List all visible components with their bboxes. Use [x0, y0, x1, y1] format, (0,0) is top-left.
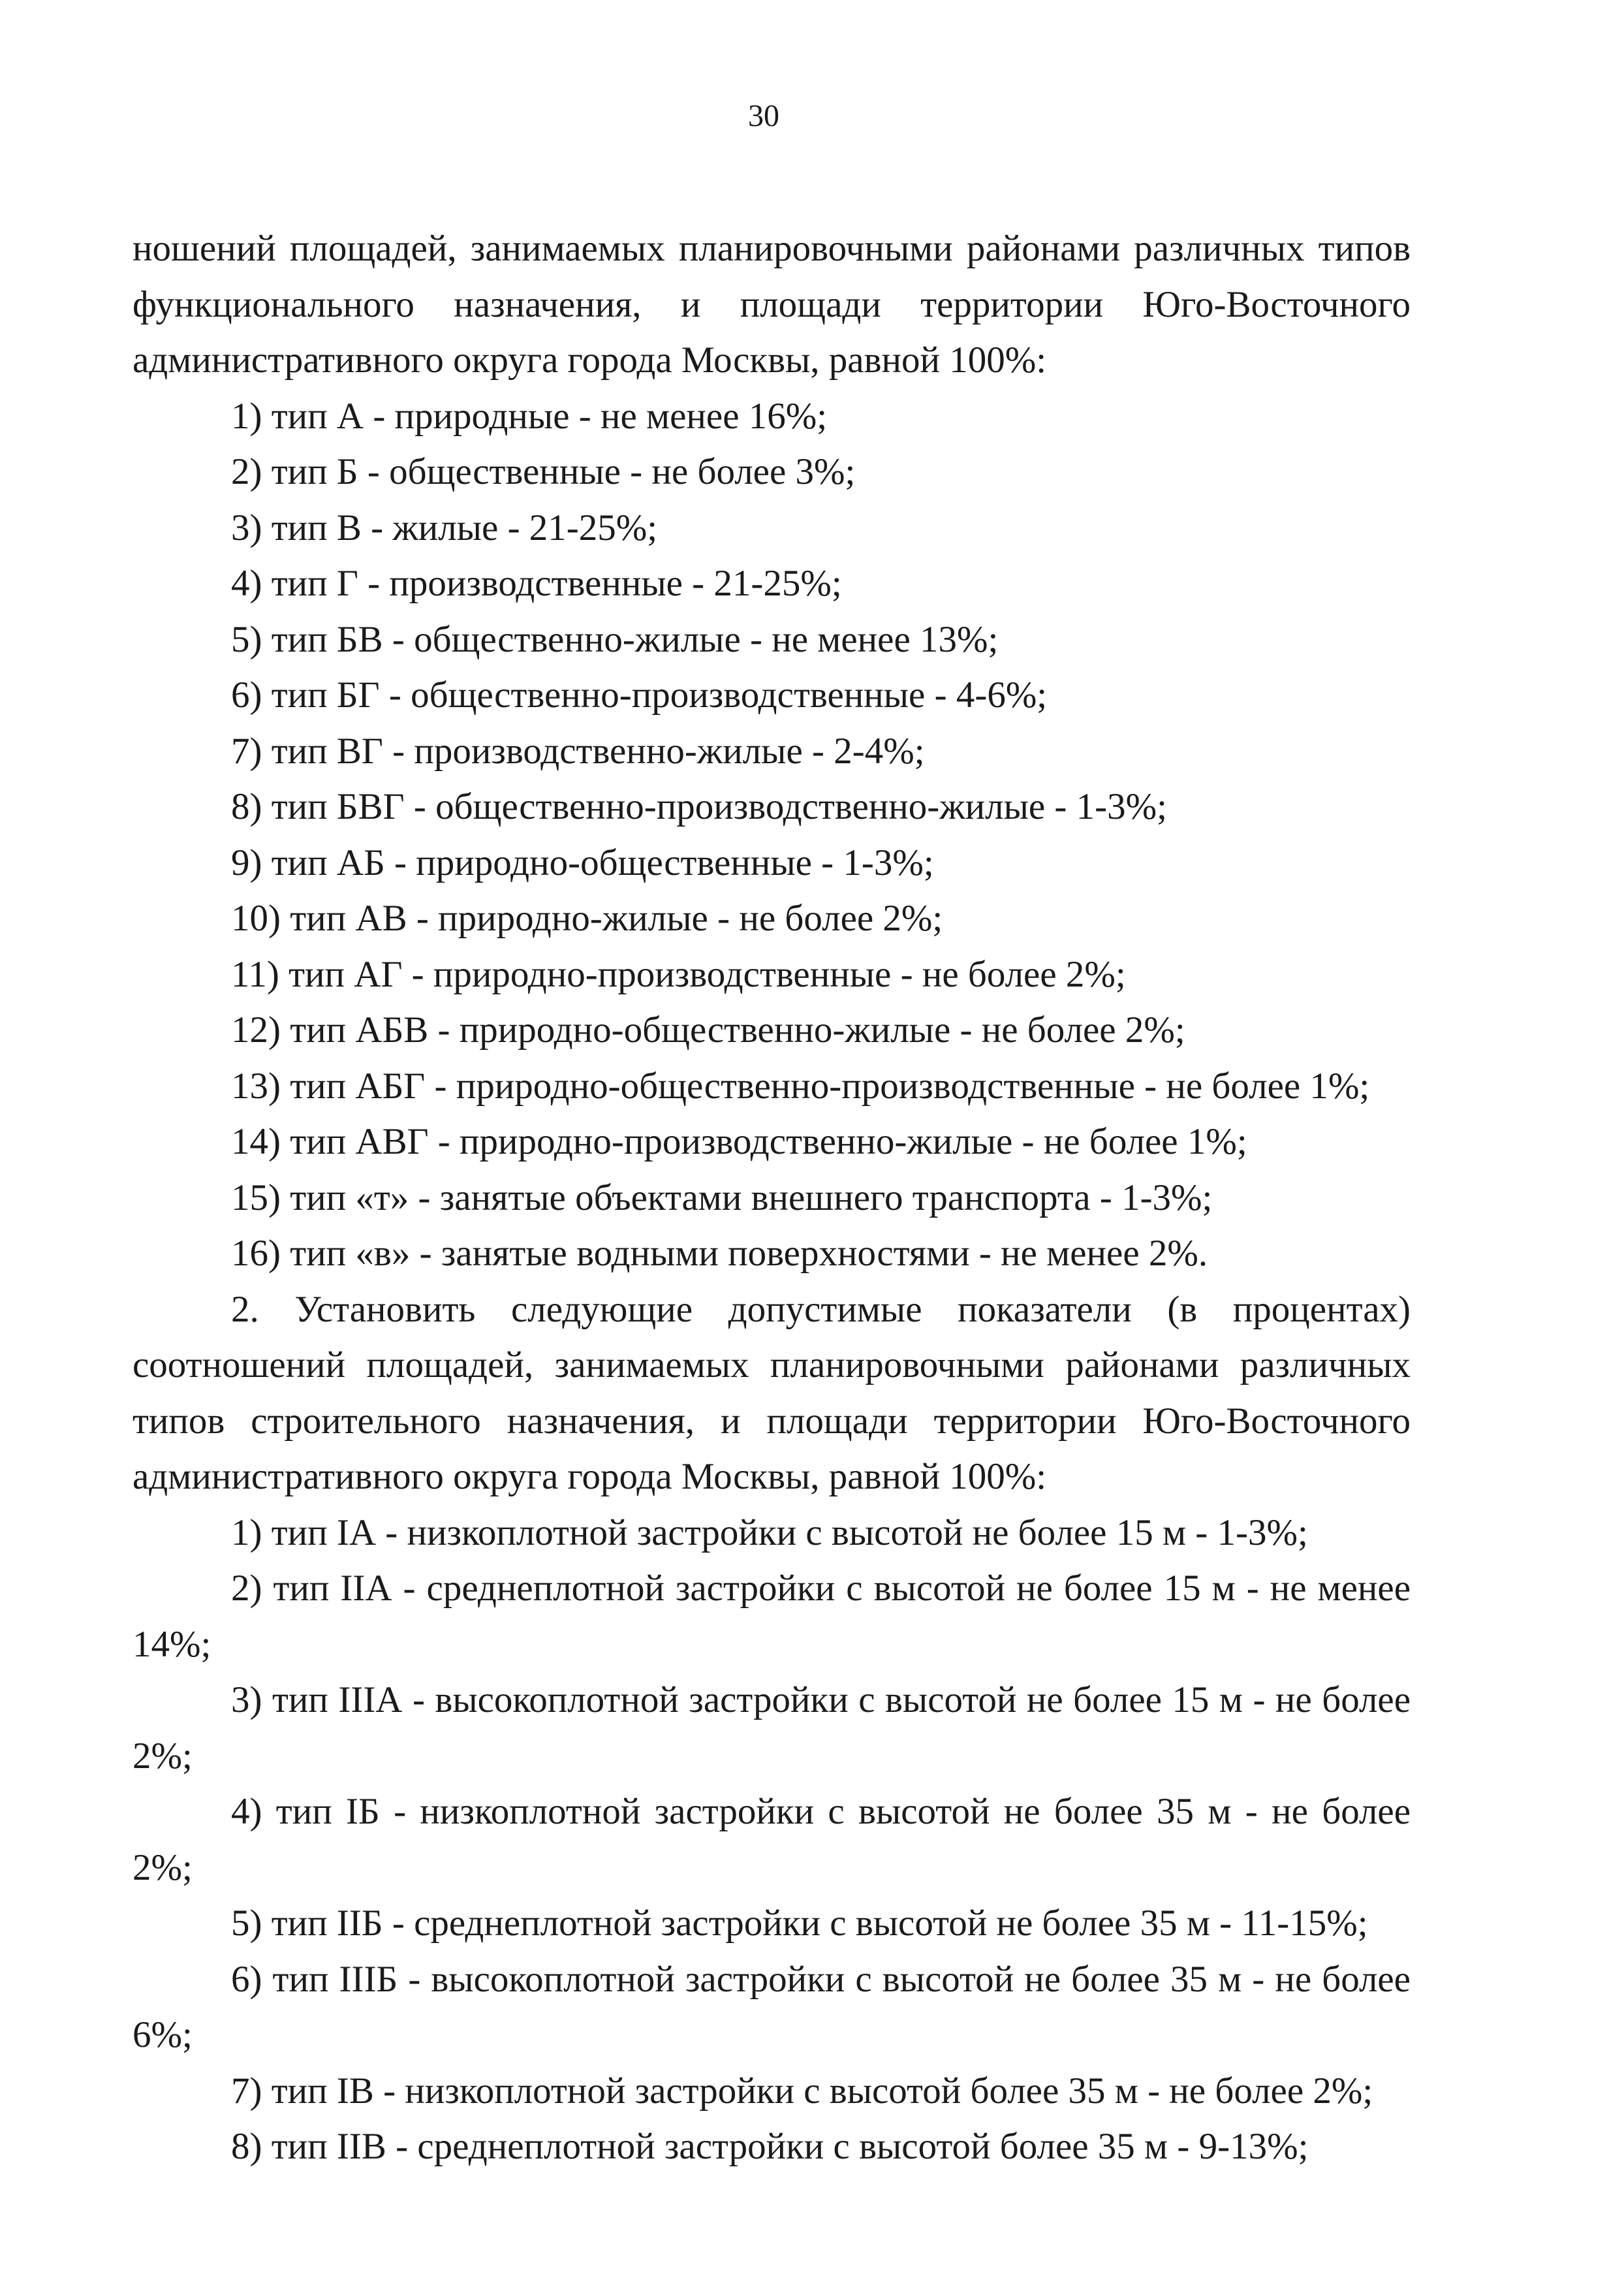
list-item: 10) тип АВ - природно-жилые - не более 2%; — [231, 898, 943, 939]
page-number: 30 — [748, 99, 779, 133]
document-body — [133, 221, 1411, 2175]
list-item: 4) тип IБ - низкоплотной застройки с высотой не более 35 м - не более 2%; — [133, 1791, 1411, 1888]
list-item: 8) тип IIВ - среднеплотной застройки с высотой более 35 м - 9-13%; — [231, 2126, 1309, 2167]
list-item: 9) тип АБ - природно-общественные - 1-3%; — [231, 842, 934, 883]
paragraph-section-2: 2. Установить следующие допустимые показатели (в процентах) соотношений площадей, занимаемых планировочными районами различных типов строительного назначения, и площади территории Юго-Восточного административного округа города Москвы, равной 100%: — [133, 1288, 1411, 1497]
list-item: 2) тип IIА - среднеплотной застройки с высотой не более 15 м - не менее 14%; — [133, 1568, 1411, 1665]
list-item: 3) тип В - жилые - 21-25%; — [231, 507, 658, 548]
list-item: 5) тип БВ - общественно-жилые - не менее 13%; — [231, 618, 999, 660]
construction-types-list — [133, 1505, 1411, 2175]
list-item: 12) тип АБВ - природно-общественно-жилые - не более 2%; — [231, 1009, 1185, 1051]
list-item: 1) тип IА - низкоплотной застройки с высотой не более 15 м - 1-3%; — [231, 1511, 1308, 1553]
list-item: 4) тип Г - производственные - 21-25%; — [231, 563, 842, 604]
list-item: 7) тип ВГ - производственно-жилые - 2-4%; — [231, 730, 925, 772]
list-item: 2) тип Б - общественные - не более 3%; — [231, 451, 856, 492]
list-item: 14) тип АВГ - природно-производственно-жилые - не более 1%; — [231, 1121, 1247, 1162]
functional-types-list — [133, 388, 1411, 1282]
list-item: 3) тип IIIА - высокоплотной застройки с высотой не более 15 м - не более 2%; — [133, 1679, 1411, 1777]
list-item: 6) тип БГ - общественно-производственные - 4-6%; — [231, 674, 1048, 716]
list-item: 11) тип АГ - природно-производственные - не более 2%; — [231, 953, 1126, 995]
list-item: 8) тип БВГ - общественно-производственно-жилые - 1-3%; — [231, 786, 1167, 827]
list-item: 13) тип АБГ - природно-общественно-производственные - не более 1%; — [231, 1065, 1370, 1107]
list-item: 1) тип А - природные - не менее 16%; — [231, 395, 828, 437]
list-item: 16) тип «в» - занятые водными поверхностями - не менее 2%. — [231, 1233, 1208, 1274]
paragraph-continuation: ношений площадей, занимаемых планировочными районами различных типов функционального назначения, и площади территории Юго-Восточного административного округа города Москвы, равной 100%: — [133, 228, 1411, 381]
list-item: 15) тип «т» - занятые объектами внешнего транспорта - 1-3%; — [231, 1177, 1213, 1218]
list-item: 7) тип IВ - низкоплотной застройки с высотой более 35 м - не более 2%; — [231, 2070, 1373, 2111]
list-item: 5) тип IIБ - среднеплотной застройки с высотой не более 35 м - 11-15%; — [231, 1903, 1368, 1944]
list-item: 6) тип IIIБ - высокоплотной застройки с высотой не более 35 м - не более 6%; — [133, 1958, 1411, 2055]
